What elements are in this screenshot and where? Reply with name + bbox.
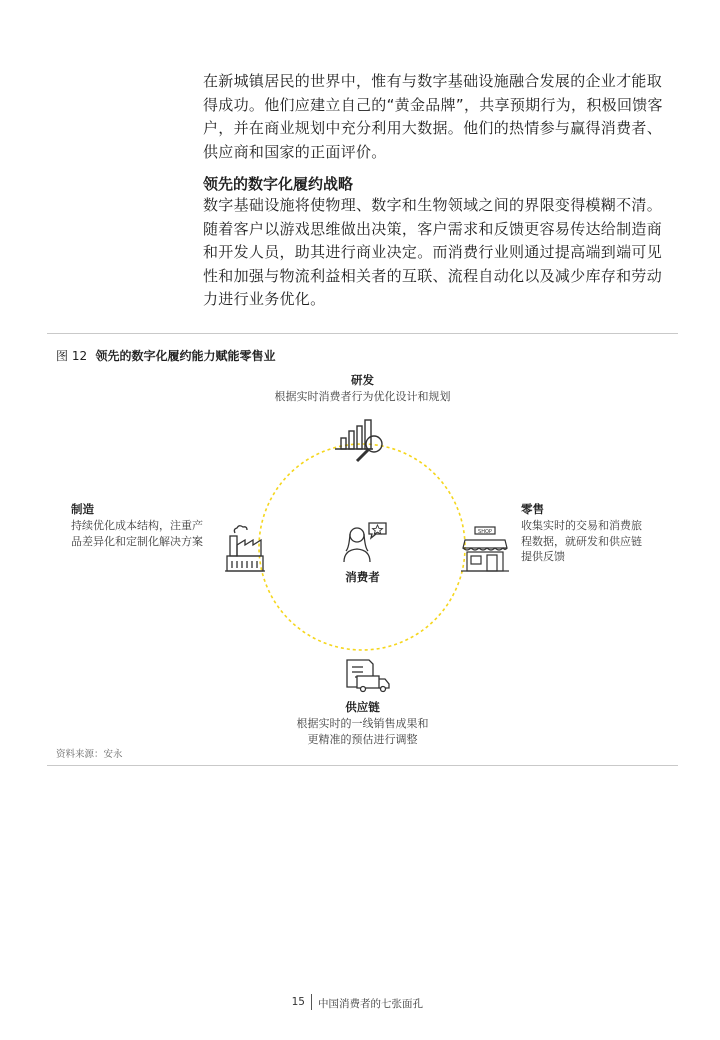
- retail-title: 零售: [521, 502, 544, 516]
- consumer-icon: [344, 523, 386, 562]
- manufacturing-description: 持续优化成本结构，注重产品差异化和定制化解决方案: [71, 519, 203, 548]
- figure-top-rule: [47, 333, 678, 334]
- figure-source: 资料来源：安永: [56, 749, 123, 760]
- figure-title: 领先的数字化履约能力赋能零售业: [95, 349, 276, 363]
- rd-title: 研发: [351, 373, 374, 387]
- supply-chain-description-line1: 根据实时的一线销售成果和: [296, 717, 429, 730]
- factory-icon: [225, 526, 265, 571]
- section-paragraph: 数字基础设施将使物理、数字和生物领域之间的界限变得模糊不清。随着客户以游戏思维做出决策，客户需求和反馈更容易传达给制造商和开发人员，助其进行商业决定。而消费行业则通过提高端到端可见性和加强与物流利益相关者的互联、流程自动化以及减少库存和劳动力进行业务优化。: [203, 196, 663, 308]
- fulfillment-diagram: [47, 340, 678, 760]
- page-number: 15: [291, 996, 305, 1008]
- shop-sign: SHOP: [478, 529, 492, 535]
- figure-number: 图 12: [56, 349, 88, 363]
- consumer-label: 消费者: [345, 570, 380, 584]
- section-heading: 领先的数字化履约战略: [203, 175, 354, 193]
- delivery-truck-icon: [347, 660, 389, 692]
- supply-chain-title: 供应链: [345, 700, 380, 714]
- bar-chart-magnifier-icon: [335, 420, 382, 461]
- consumer-circle: [259, 444, 465, 650]
- supply-chain-description: [47, 716, 678, 747]
- footer-title: 中国消费者的七张面孔: [318, 998, 423, 1010]
- supply-chain-description-line2: 更精准的预估进行调整: [307, 732, 418, 746]
- rd-description: 根据实时消费者行为优化设计和规划: [274, 390, 451, 403]
- intro-paragraph: 在新城镇居民的世界中，惟有与数字基础设施融合发展的企业才能取得成功。他们应建立自己的“黄金品牌”，共享预期行为，积极回馈客户，并在商业规划中充分利用大数据。他们的热情参与赢得消费者、供应商和国家的正面评价。: [203, 72, 663, 161]
- footer-separator: [311, 994, 312, 1010]
- retail-description: 收集实时的交易和消费旅程数据，就研发和供应链提供反馈: [521, 519, 642, 563]
- figure-bottom-rule: [47, 765, 678, 766]
- manufacturing-title: 制造: [71, 502, 94, 516]
